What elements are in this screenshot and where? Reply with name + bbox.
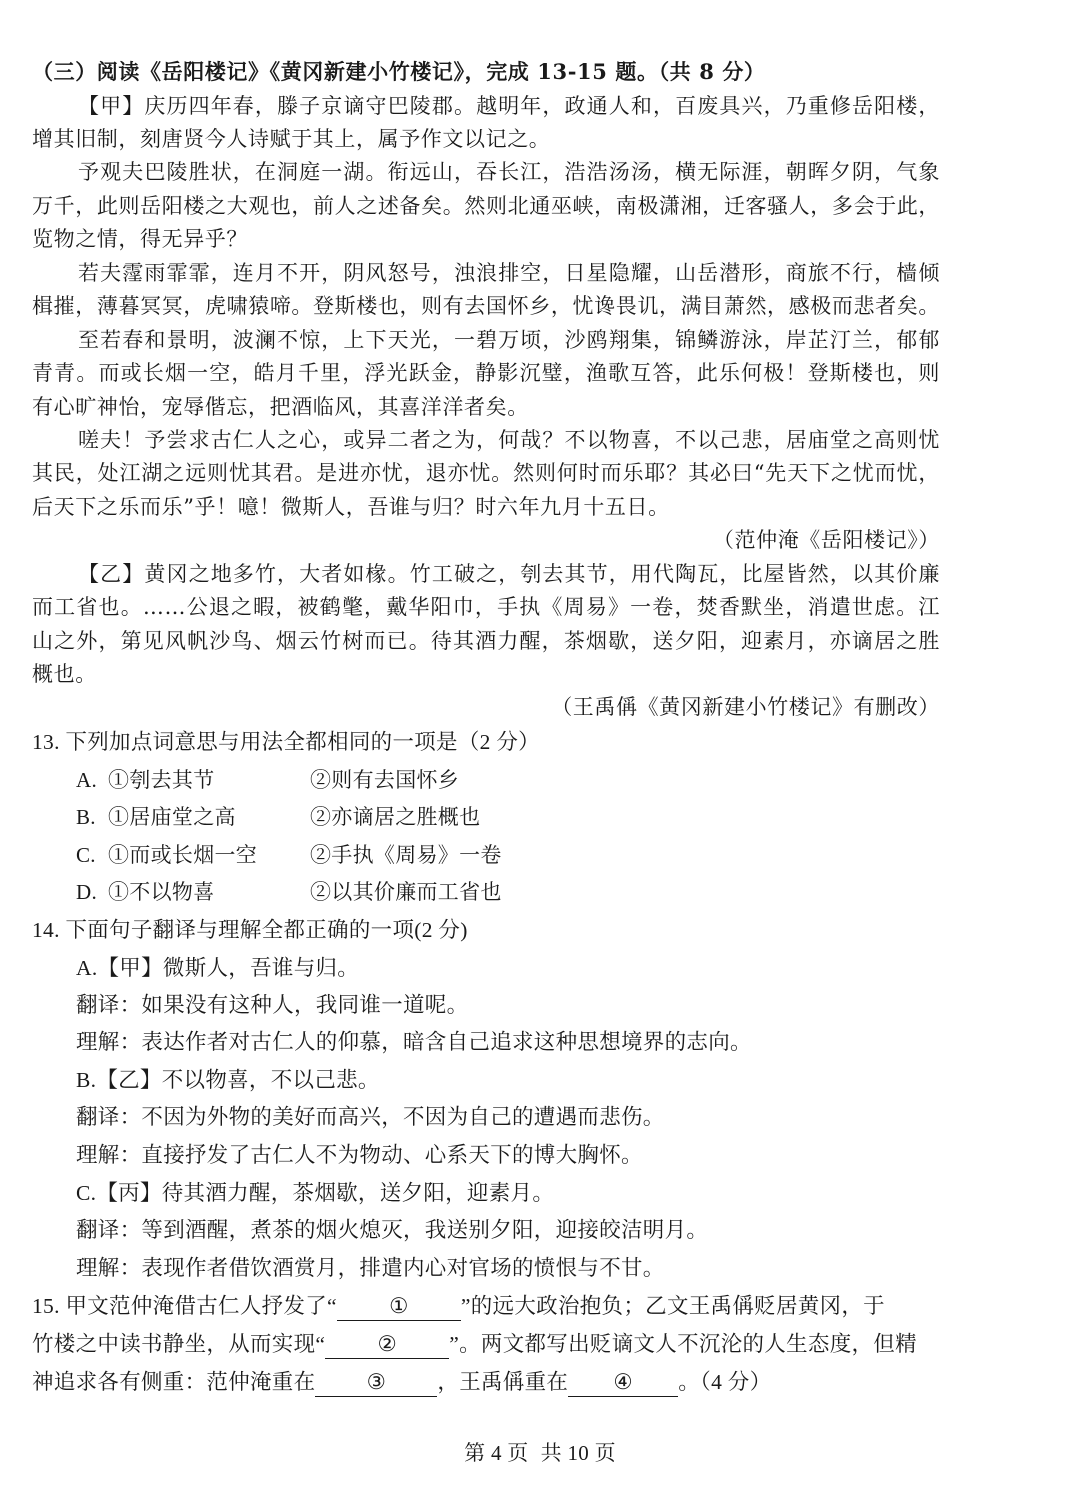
q14-translation: 翻译：等到酒醒，煮茶的烟火熄灭，我送别夕阳，迎接皎洁明月。 <box>76 1218 709 1242</box>
q15-text: 。（4 分） <box>678 1370 772 1394</box>
q15-line-2 <box>32 1328 940 1360</box>
option-part-a: ①居庙堂之高 <box>108 805 236 829</box>
passage-jia-line: 后天下之乐而乐”乎！噫！微斯人，吾谁与归？时六年九月十五日。 <box>32 495 670 519</box>
option-letter: B. <box>76 805 96 829</box>
q14-understanding: 理解：直接抒发了古仁人不为物动、心系天下的博大胸怀。 <box>76 1143 643 1167</box>
q13-option[interactable] <box>76 801 480 833</box>
option-part-b: ②手执《周易》一卷 <box>310 843 502 867</box>
passage-yi-line: 【乙】黄冈之地多竹，大者如椽。竹工破之，刳去其节，用代陶瓦，比屋皆然，以其价廉 <box>78 562 940 586</box>
passage-jia-source: （范仲淹《岳阳楼记》） <box>712 528 940 552</box>
q13-option[interactable] <box>76 876 502 908</box>
passage-yi-line: 而工省也。……公退之暇，被鹤氅，戴华阳巾，手执《周易》一卷，焚香默坐，消遣世虑。江 <box>32 595 940 619</box>
q15-blank-2[interactable]: ② <box>325 1330 449 1359</box>
option-part-a: ①而或长烟一空 <box>108 843 258 867</box>
passage-jia-line: 楫摧，薄暮冥冥，虎啸猿啼。登斯楼也，则有去国怀乡，忧谗畏讥，满目萧然，感极而悲者矣。 <box>32 294 940 318</box>
q15-blank-3[interactable]: ③ <box>315 1368 437 1397</box>
option-part-b: ②以其价廉而工省也 <box>310 880 502 904</box>
passage-jia-line: 其民，处江湖之远则忧其君。是进亦忧，退亦忧。然则何时而乐耶？其必曰“先天下之忧而忧， <box>32 461 940 485</box>
section-title: （三）阅读《岳阳楼记》《黄冈新建小竹楼记》，完成 13-15 题。（共 8 分） <box>32 59 766 84</box>
option-part-a: ①刳去其节 <box>108 768 215 792</box>
passage-jia-line: 青青。而或长烟一空，皓月千里，浮光跃金，静影沉璧，渔歌互答，此乐何极！登斯楼也，则 <box>32 361 940 385</box>
q13-option[interactable] <box>76 764 459 796</box>
q15-line-1 <box>32 1290 940 1322</box>
q15-line-3 <box>32 1366 940 1398</box>
q14-understanding: 理解：表达作者对古仁人的仰慕，暗含自己追求这种思想境界的志向。 <box>76 1030 752 1054</box>
passage-jia-line: 至若春和景明，波澜不惊，上下天光，一碧万顷，沙鸥翔集，锦鳞游泳，岸芷汀兰，郁郁 <box>78 328 940 352</box>
q15-text: 竹楼之中读书静坐，从而实现“ <box>32 1332 326 1356</box>
q15-text: 15. 甲文范仲淹借古仁人抒发了“ <box>32 1294 337 1318</box>
q14-option-a[interactable]: A.【甲】微斯人，吾谁与归。 <box>76 956 360 980</box>
passage-jia-line: 览物之情，得无异乎？ <box>32 227 248 251</box>
q15-text: ，王禹偁重在 <box>437 1370 569 1394</box>
passage-jia-line: 【甲】庆历四年春，滕子京谪守巴陵郡。越明年，政通人和，百废具兴，乃重修岳阳楼， <box>78 94 940 118</box>
option-letter: D. <box>76 880 98 904</box>
option-part-a: ①不以物喜 <box>108 880 215 904</box>
passage-jia-line: 有心旷神怡，宠辱偕忘，把酒临风，其喜洋洋者矣。 <box>32 395 529 419</box>
option-letter: A. <box>76 768 98 792</box>
passage-yi-line: 概也。 <box>32 662 97 686</box>
q15-blank-4[interactable]: ④ <box>568 1368 678 1397</box>
passage-jia-line: 万千，此则岳阳楼之大观也，前人之述备矣。然则北通巫峡，南极潇湘，迁客骚人，多会于此， <box>32 194 940 218</box>
page-total: 共 10 页 <box>540 1441 616 1465</box>
q14-translation: 翻译：如果没有这种人，我同谁一道呢。 <box>76 993 469 1017</box>
q15-text: ”。两文都写出贬谪文人不沉沦的人生态度，但精 <box>449 1332 917 1356</box>
passage-yi-line: 山之外，第见风帆沙鸟、烟云竹树而已。待其酒力醒，茶烟歇，送夕阳，迎素月，亦谪居之胜 <box>32 629 940 653</box>
q13-stem: 13. 下列加点词意思与用法全都相同的一项是（2 分） <box>32 730 540 754</box>
page-footer <box>0 1438 1080 1468</box>
passage-jia-line: 予观夫巴陵胜状，在洞庭一湖。衔远山，吞长江，浩浩汤汤，横无际涯，朝晖夕阴，气象 <box>78 160 940 184</box>
passage-jia-line: 增其旧制，刻唐贤今人诗赋于其上，属予作文以记之。 <box>32 127 551 151</box>
page-number: 第 4 页 <box>464 1441 529 1465</box>
option-part-b: ②则有去国怀乡 <box>310 768 460 792</box>
q14-option-c[interactable]: C.【丙】待其酒力醒，茶烟歇，送夕阳，迎素月。 <box>76 1181 555 1205</box>
q14-stem: 14. 下面句子翻译与理解全都正确的一项(2 分) <box>32 918 468 942</box>
option-part-b: ②亦谪居之胜概也 <box>310 805 481 829</box>
q14-option-b[interactable]: B.【乙】不以物喜，不以己悲。 <box>76 1068 380 1092</box>
q14-translation: 翻译：不因为外物的美好而高兴，不因为自己的遭遇而悲伤。 <box>76 1105 665 1129</box>
q15-blank-1[interactable]: ① <box>337 1292 461 1321</box>
passage-jia-line: 嗟夫！予尝求古仁人之心，或异二者之为，何哉？不以物喜，不以己悲，居庙堂之高则忧 <box>78 428 940 452</box>
passage-yi-source: （王禹偁《黄冈新建小竹楼记》有删改） <box>551 695 940 719</box>
q14-understanding: 理解：表现作者借饮酒赏月，排遣内心对官场的愤恨与不甘。 <box>76 1256 665 1280</box>
passage-jia-line: 若夫霪雨霏霏，连月不开，阴风怒号，浊浪排空，日星隐耀，山岳潜形，商旅不行，樯倾 <box>78 261 940 285</box>
option-letter: C. <box>76 843 96 867</box>
q13-option[interactable] <box>76 839 502 871</box>
q15-text: 神追求各有侧重：范仲淹重在 <box>32 1370 316 1394</box>
q15-text: ”的远大政治抱负；乙文王禹偁贬居黄冈，于 <box>460 1294 885 1318</box>
